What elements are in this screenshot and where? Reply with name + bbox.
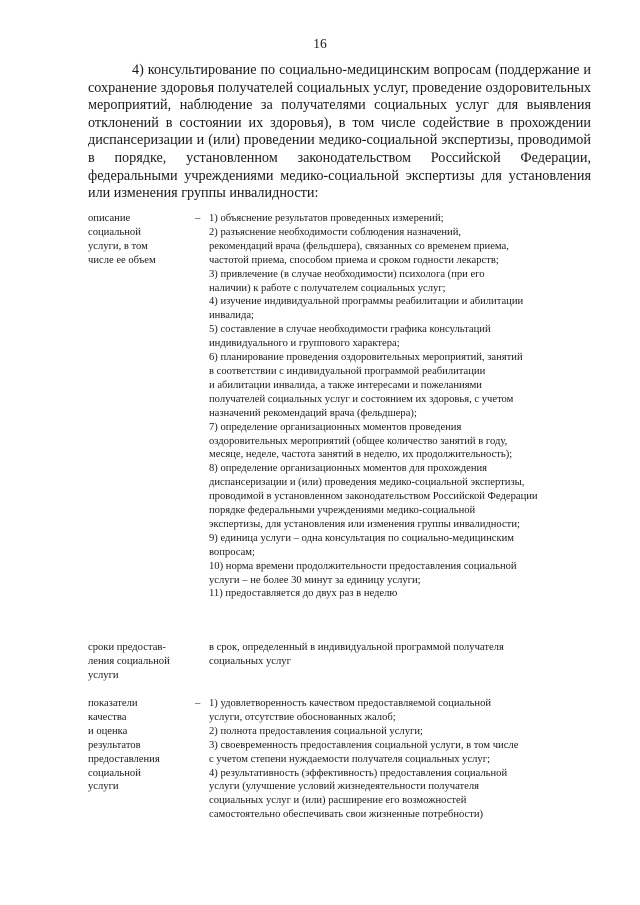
text-line: 4) изучение индивидуальной программы реабилитации и абилитации [209, 296, 524, 308]
text-line: 3) своевременность предоставления социальной услуги, в том числе [209, 739, 519, 751]
text-line: 9) единица услуги – одна консультация по социально-медицинским [209, 532, 514, 544]
text-line: 1) удовлетворенность качеством предоставляемой социальной [209, 698, 492, 709]
text-line: 2) полнота предоставления социальной услуги; [209, 725, 423, 737]
text-line: индивидуального и группового характера; [209, 338, 400, 350]
text-line: 6) планирование проведения оздоровительных мероприятий, занятий [209, 352, 523, 364]
text-line: порядке федеральными учреждениями медико-социальной [209, 505, 476, 517]
intro-paragraph: 4) консультирование по социально-медицинским вопросам (поддержание и сохранение здоровья получателей социальных услуг, проведение оздоровительных мероприятий, наблюдение за получателями социальных услуг для выявления отклонений в состоянии их здоровья), в том числе содействие в прохождении диспансеризации и (или) проведении медико-социальной экспертизы, проводимой в порядке, установленном законодательством Российской Федерации, федеральными учреждениями медико-социальной экспертизы для установления или изменения группы инвалидности: [88, 62, 591, 202]
text-line: проводимой в установленном законодательством Российской Федерации [209, 491, 538, 503]
text-line: 10) норма времени продолжительности предоставления социальной [209, 560, 517, 572]
text-line: 1) объяснение результатов проведенных измерений; [209, 213, 444, 224]
text-line: 4) результативность (эффективность) предоставления социальной [209, 767, 508, 779]
text-line: оздоровительных мероприятий (общее количество занятий в году, [209, 435, 508, 447]
text-line: социальной [88, 226, 141, 238]
text-line: услуги [88, 781, 119, 793]
section-content [209, 212, 592, 601]
text-line: 8) определение организационных моментов для прохождения [209, 463, 488, 475]
text-line: назначений рекомендаций врача (фельдшера); [209, 407, 417, 419]
text-line: рекомендаций врача (фельдшера), связанных со временем приема, [209, 240, 509, 252]
text-line: 5) составление в случае необходимости графика консультаций [209, 324, 491, 336]
text-line: предоставления [88, 753, 160, 765]
text-line: 7) определение организационных моментов проведения [209, 421, 462, 433]
section-label [88, 641, 188, 683]
text-line: 3) привлечение (в случае необходимости) психолога (при его [209, 268, 485, 280]
text-line: услуги (улучшение условий жизнедеятельности получателя [209, 781, 479, 793]
text-line: в соответствии с индивидуальной программой реабилитации [209, 365, 486, 377]
text-line: результатов [88, 739, 141, 751]
text-line: социальной [88, 767, 141, 779]
text-line: 2) разъяснение необходимости соблюдения назначений, [209, 226, 462, 238]
text-line: показатели [88, 698, 138, 709]
page-number: 16 [313, 36, 327, 51]
text-line: качества [88, 711, 127, 723]
text-line: услуги – не более 30 минут за единицу услуги; [209, 574, 421, 586]
text-line: экспертизы, для установления или изменения группы инвалидности; [209, 518, 520, 530]
text-line: самостоятельно обеспечивать свои жизненные потребности) [209, 809, 484, 821]
text-line: с учетом степени нуждаемости получателя социальных услуг; [209, 753, 491, 765]
text-line: инвалида; [209, 310, 254, 322]
section-dash: – [195, 213, 201, 224]
text-line: сроки предостав- [88, 642, 166, 653]
text-line: месяце, неделе, частота занятий в неделю, их продолжительность); [209, 449, 513, 461]
text-line: услуги, отсутствие обоснованных жалоб; [209, 711, 396, 723]
text-line: и оценка [88, 725, 128, 737]
text-line: наличии) к работе с получателем социальных услуг; [209, 282, 446, 294]
text-line: частотой приема, способом приема и сроком годности лекарств; [209, 254, 499, 266]
section-dash: – [195, 698, 201, 709]
text-line: вопросам; [209, 546, 255, 558]
section-content [209, 641, 592, 669]
text-line: диспансеризации и (или) проведения медико-социальной экспертизы, [209, 477, 525, 489]
text-line: социальных услуг [209, 655, 291, 667]
text-line: описание [88, 213, 131, 224]
text-line: услуги [88, 669, 119, 681]
text-line: в срок, определенный в индивидуальной программой получателя [209, 642, 504, 653]
text-line: 11) предоставляется до двух раз в неделю [209, 588, 398, 600]
section-content [209, 697, 592, 822]
text-line: услуги, в том [88, 240, 148, 252]
text-line: получателей социальных услуг и состоянием их здоровья, с учетом [209, 393, 514, 405]
text-line: ления социальной [88, 655, 170, 667]
text-line: числе ее объем [88, 254, 156, 266]
section-label [88, 212, 188, 268]
text-line: социальных услуг и (или) расширение его возможностей [209, 795, 467, 807]
section-label [88, 697, 188, 794]
text-line: и абилитации инвалида, а также интересами и пожеланиями [209, 379, 482, 391]
